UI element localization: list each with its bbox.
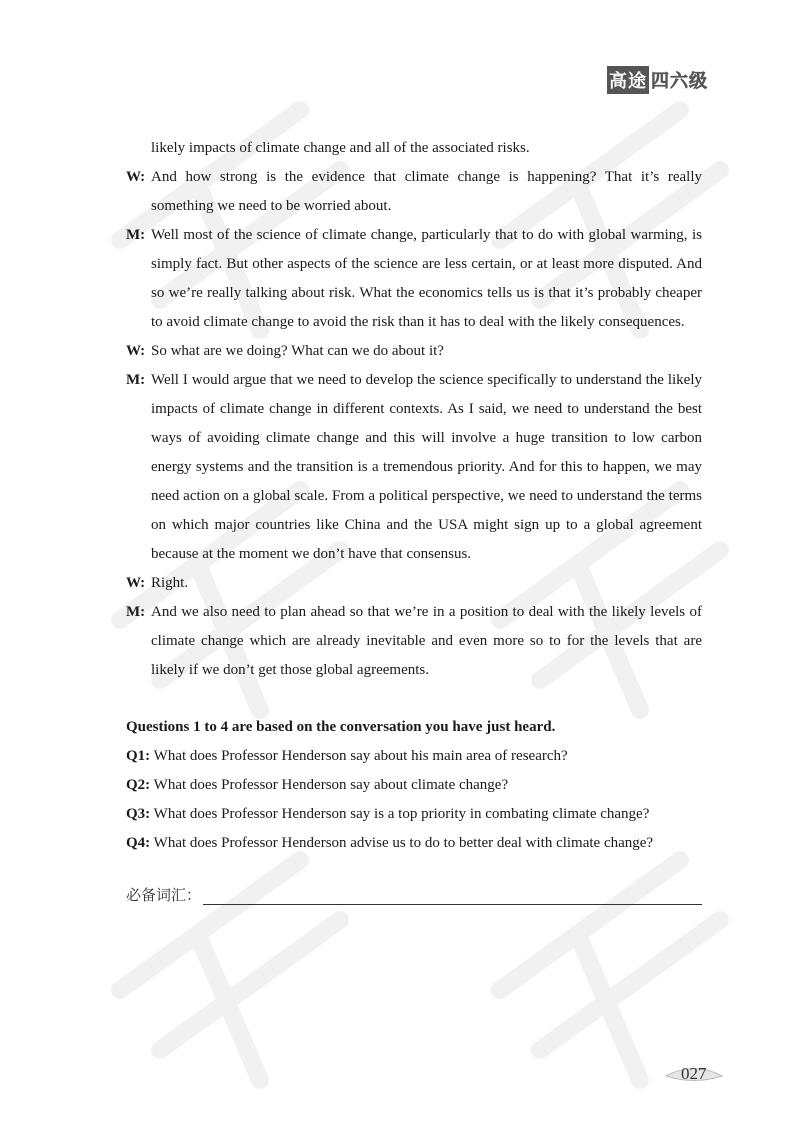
dialogue-turn — [126, 337, 702, 366]
speaker-label: M: — [126, 227, 146, 243]
dialogue-turn — [126, 569, 702, 598]
question-label: Q2: — [126, 777, 151, 793]
brand-part-2: 四六级 — [649, 67, 710, 93]
question-label: Q3: — [126, 806, 151, 822]
dialogue-text: Right. — [151, 575, 189, 591]
speaker-label: M: — [126, 372, 146, 388]
question-text: What does Professor Henderson say is a top priority in combating climate change? — [153, 806, 650, 822]
question-text: What does Professor Henderson say about climate change? — [153, 777, 509, 793]
speaker-label: M: — [126, 604, 146, 620]
dialogue-turn — [126, 163, 702, 221]
page-number: 027 — [681, 1064, 707, 1083]
dialogue-turn — [126, 221, 702, 337]
dialogue-text: And we also need to plan ahead so that we’re in a position to deal with the likely levels of climate change which are already inevitable and even more so to for the levels that are likely if we don’t get those global agreements. — [151, 604, 702, 678]
speaker-label: W: — [126, 575, 146, 591]
question-item — [126, 800, 702, 829]
question-label: Q1: — [126, 748, 151, 764]
question-text: What does Professor Henderson advise us to do to better deal with climate change? — [153, 835, 654, 851]
questions-heading: Questions 1 to 4 are based on the conversation you have just heard. — [126, 719, 556, 735]
question-item — [126, 742, 702, 771]
vocab-blank-line[interactable] — [203, 890, 702, 905]
transcript-continuation: likely impacts of climate change and all of the associated risks. — [151, 140, 530, 156]
brand-logo — [607, 66, 710, 94]
page-number-badge — [664, 1063, 724, 1085]
brand-part-1: 高途 — [607, 66, 649, 94]
vocab-section — [126, 884, 702, 905]
dialogue-text: Well I would argue that we need to develop the science specifically to understand the likely impacts of climate change in different contexts. As I said, we need to understand the best ways of avoiding climate change and this will involve a huge transition to low carbon energy systems and the transition is a tremendous priority. And for this to happen, we may need action on a global scale. From a political perspective, we need to understand the terms on which major countries like China and the USA might sign up to a global agreement because at the moment we don’t have that consensus. — [151, 372, 702, 562]
question-item — [126, 771, 702, 800]
dialogue-text: Well most of the science of climate change, particularly that to do with global warming, is simply fact. But other aspects of the science are less certain, or at least more disputed. And so we’re really talking about risk. What the economics tells us is that it’s probably cheaper to avoid climate change to avoid the risk than it has to deal with the likely consequences. — [151, 227, 702, 330]
dialogue-text: So what are we doing? What can we do about it? — [151, 343, 444, 359]
speaker-label: W: — [126, 343, 146, 359]
vocab-label: 必备词汇： — [126, 886, 202, 904]
dialogue-turn — [126, 598, 702, 685]
page-content — [126, 134, 702, 905]
question-item — [126, 829, 702, 858]
dialogue-text: And how strong is the evidence that climate change is happening? That it’s really something we need to be worried about. — [151, 169, 702, 214]
question-text: What does Professor Henderson say about his main area of research? — [153, 748, 568, 764]
dialogue-turn — [126, 366, 702, 569]
speaker-label: W: — [126, 169, 146, 185]
question-label: Q4: — [126, 835, 151, 851]
